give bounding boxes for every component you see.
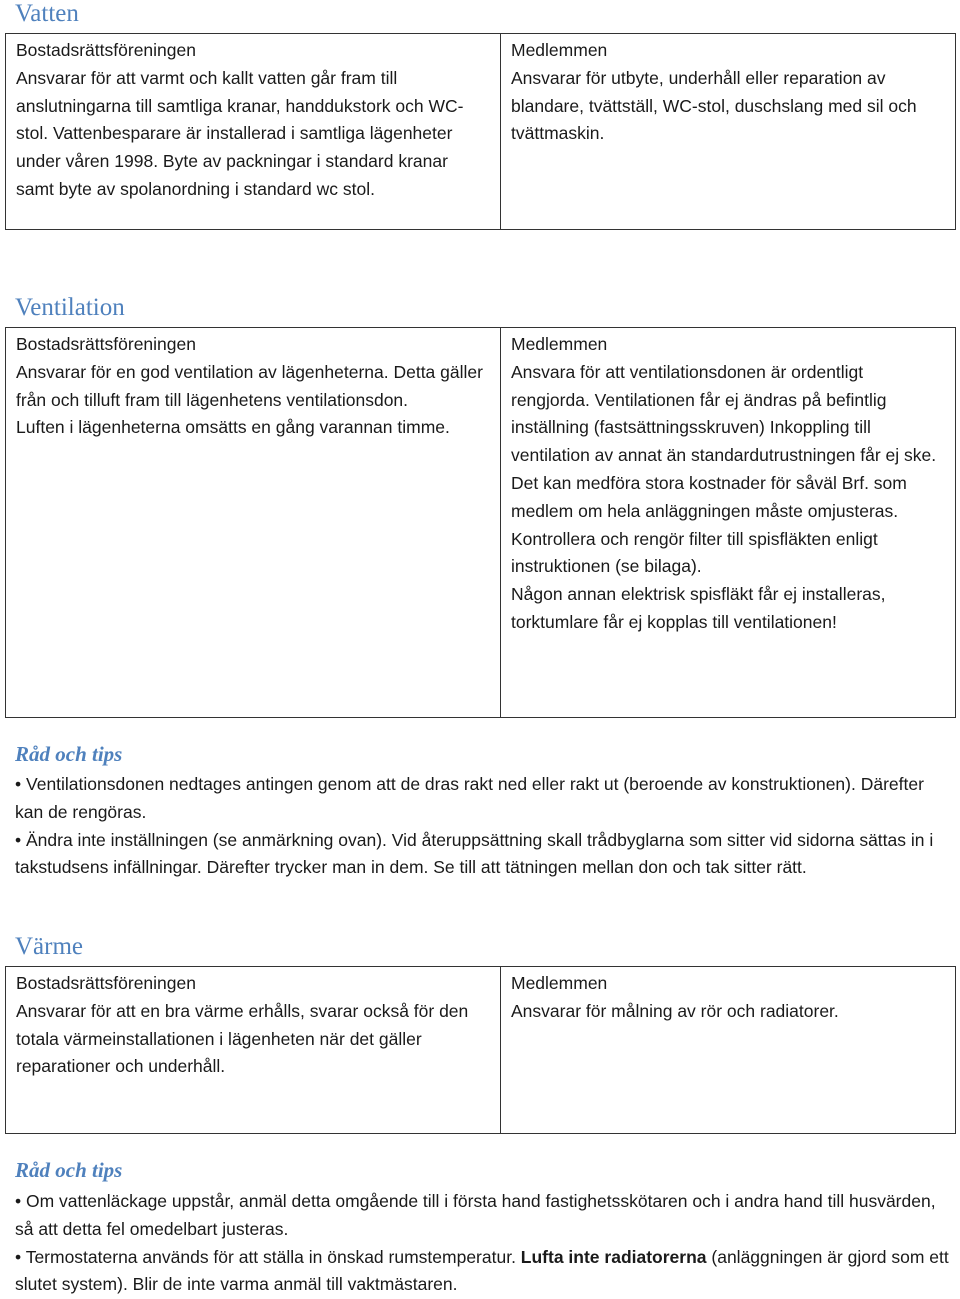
vatten-association-text: Ansvarar för att varmt och kallt vatten går fram till anslutningarna till samtliga kranar, handdukstork och WC-stol. Vattenbesparare är installerad i samtliga lägenheter under våren 1998. Byte av packningar i standard kranar samt byte av spolanordning i standard wc stol. bbox=[16, 67, 464, 199]
vatten-member-header: Medlemmen bbox=[511, 40, 608, 60]
section-heading-vatten: Vatten bbox=[15, 0, 79, 27]
varme-association-text: Ansvarar för att en bra värme erhålls, svarar också för den totala värmeinstallationen i lägenheten när det gäller reparationer och underhåll. bbox=[16, 1000, 469, 1077]
vatten-member-cell bbox=[501, 34, 956, 230]
ventilation-association-text-2: Luften i lägenheterna omsätts en gång varannan timme. bbox=[16, 417, 450, 438]
ventilation-association-cell bbox=[6, 328, 501, 718]
list-item: • Om vattenläckage uppstår, anmäl detta omgående till i första hand fastighetsskötaren och i andra hand till husvärden, så att detta fel omedelbart justeras. bbox=[15, 1188, 953, 1244]
varme-table bbox=[5, 966, 956, 1134]
list-item bbox=[15, 1244, 953, 1299]
ventilation-association-text: Ansvarar för en god ventilation av lägenheterna. Detta gäller från och tilluft fram till lägenhetens ventilationsdon. bbox=[16, 361, 483, 410]
varme-member-header: Medlemmen bbox=[511, 973, 608, 993]
tip-text: Termostaterna används för att ställa in önskad rumstemperatur. bbox=[25, 1246, 521, 1267]
vatten-member-text: Ansvarar för utbyte, underhåll eller reparation av blandare, tvättställ, WC-stol, duschslang med sil och tvättmaskin. bbox=[511, 67, 917, 144]
tips-list-ventilation bbox=[15, 771, 953, 882]
list-item: • Ventilationsdonen nedtages antingen genom att de dras rakt ned eller rakt ut (beroende av konstruktionen). Därefter kan de rengöras. bbox=[15, 771, 953, 827]
ventilation-association-header: Bostadsrättsföreningen bbox=[16, 334, 196, 354]
ventilation-member-cell bbox=[501, 328, 956, 718]
tip-text: (anläggningen är gjord som ett slutet system). Blir de inte varma anmäl till vaktmästaren. bbox=[15, 1246, 949, 1295]
vatten-association-header: Bostadsrättsföreningen bbox=[16, 40, 196, 60]
tips-heading-ventilation: Råd och tips bbox=[15, 742, 123, 766]
varme-association-cell bbox=[6, 967, 501, 1134]
vatten-table bbox=[5, 33, 956, 230]
ventilation-member-text-3: Någon annan elektrisk spisfläkt får ej installeras, torktumlare får ej kopplas till ventilationen! bbox=[511, 584, 886, 632]
section-heading-varme: Värme bbox=[15, 933, 84, 960]
varme-association-header: Bostadsrättsföreningen bbox=[16, 973, 196, 993]
section-heading-ventilation: Ventilation bbox=[15, 294, 125, 321]
ventilation-member-header: Medlemmen bbox=[511, 334, 608, 354]
ventilation-member-text-2: Kontrollera och rengör filter till spisfläkten enligt instruktionen (se bilaga). bbox=[511, 528, 878, 577]
tip-bold-warning: Lufta inte radiatorerna bbox=[520, 1246, 707, 1267]
tips-heading-varme: Råd och tips bbox=[15, 1158, 123, 1182]
ventilation-member-text: Ansvara för att ventilationsdonen är ordentligt rengjorda. Ventilationen får ej ändras på befintlig inställning (fastsättningsskruven) Inkoppling till ventilation av annat än standardutrustningen får ej ske. Det kan medföra stora kostnader för såväl Brf. som medlem om hela anläggningen måste omjusteras. bbox=[511, 361, 937, 521]
tips-list-varme bbox=[15, 1188, 953, 1299]
ventilation-table bbox=[5, 327, 956, 718]
varme-member-cell bbox=[501, 967, 956, 1134]
varme-member-text: Ansvarar för målning av rör och radiatorer. bbox=[511, 1000, 839, 1021]
list-item: • Ändra inte inställningen (se anmärkning ovan). Vid återuppsättning skall trådbyglarna som sitter vid sidorna sättas in i takstudsens infällningar. Därefter trycker man in dem. Se till att tätningen mellan don och tak sitter rätt. bbox=[15, 827, 953, 883]
vatten-association-cell bbox=[6, 34, 501, 230]
